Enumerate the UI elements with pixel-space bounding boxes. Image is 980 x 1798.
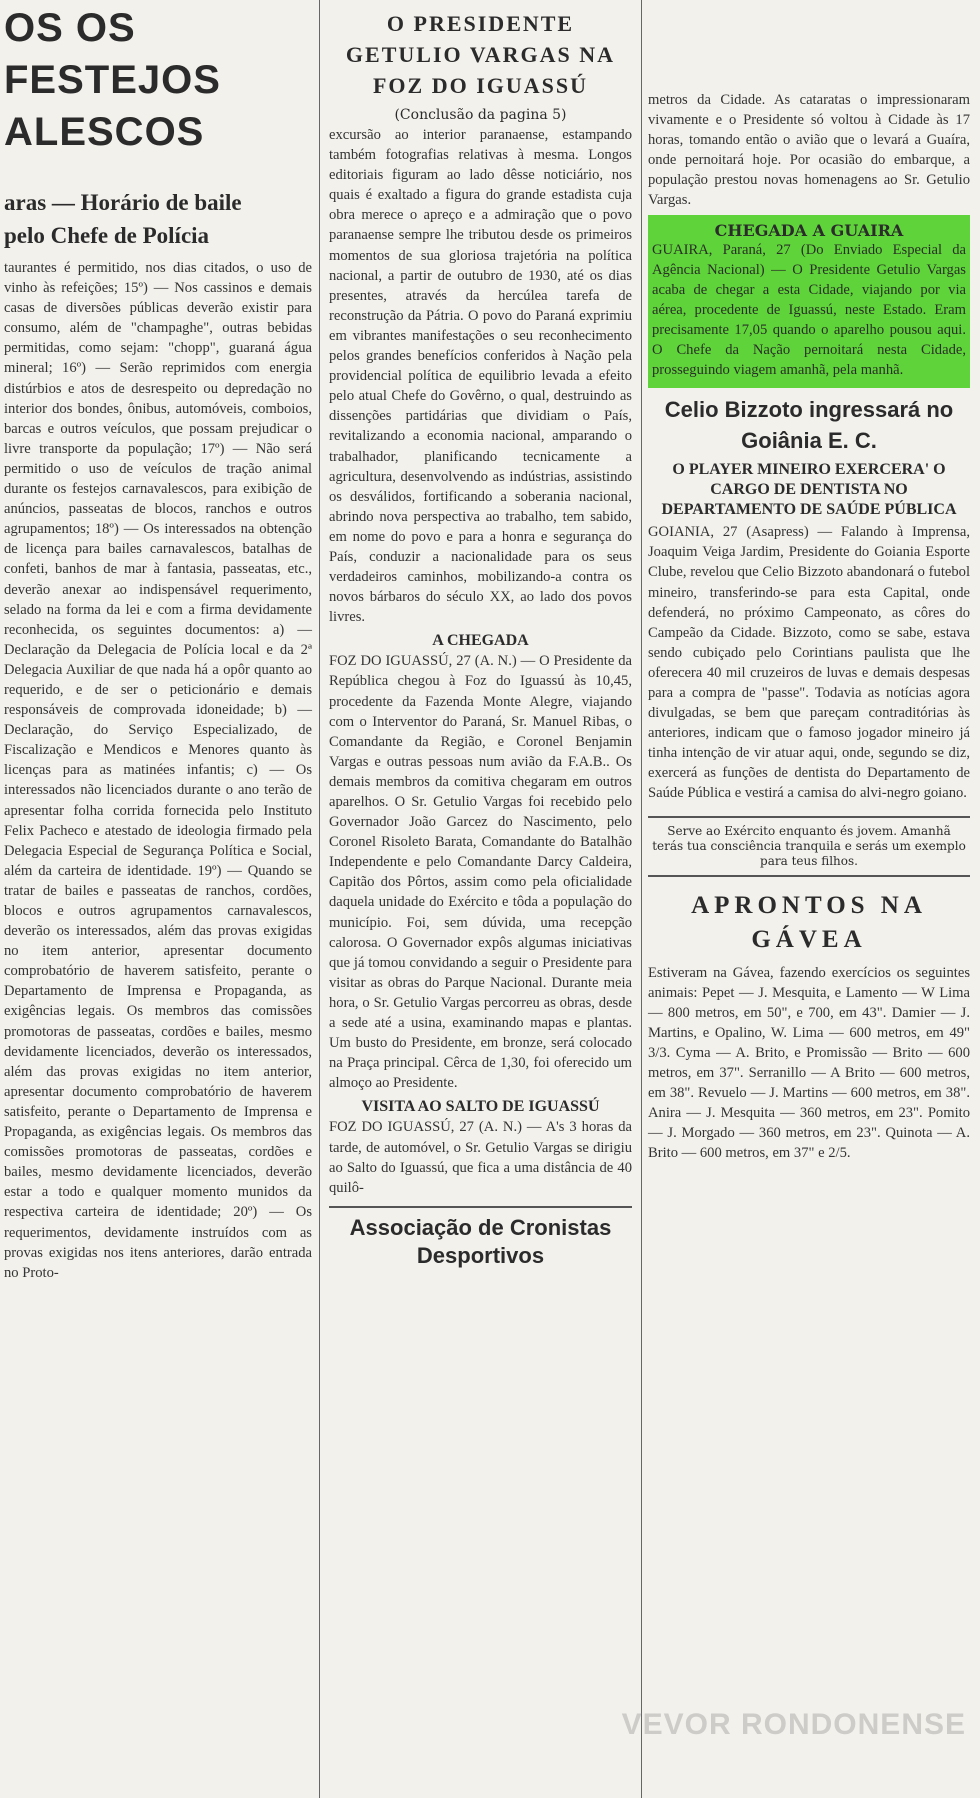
right-article-body-top: metros da Cidade. As cataratas o impressionaram vivamente e o Presidente só voltou à Cidade às 17 horas, tomando então o avião que o levará a Guaíra, onde pernoitará hoje. Por ocasião do embarque, a população prestou novas homenagens ao Sr. Getulio Vargas. [648,92,970,209]
middle-article-body-2: FOZ DO IGUASSÚ, 27 (A. N.) — O Presidente da República chegou à Foz do Iguassú às 10,45, procedente da Fazenda Monte Alegre, viajando com o Interventor do Paraná, Sr. Manuel Ribas, o Comandante da Região, e Coronel Benjamin Vargas e outras pessoas num avião da F.A.B.. Os demais membros da comitiva chegaram em outros aparelhos. O Sr. Getulio Vargas foi recebido pelo Governador João Garcez do Nascimento, pelo Coronel Risoleto Barata, Comandante do Batalhão Independente e pelo Comandante Darcy Caldeira, Capitão dos Pôrtos, assim como pela oficialidade daquela unidade do Exército e tôda a população do município. Foi, sem dúvida, uma recepção calorosa. O Governador expôs algumas iniciativas que já tomou convidando a seguir o Presidente para visitar as obras do Parque Nacional. Durante meia hora, o Sr. Getulio Vargas percorreu as obras, desde a sede até a usina, examinando mapas e plantas. Um busto do Presidente, em bronze, será colocado na Praça principal. Cêrca de 1,30, foi oferecido um almoço ao Presidente. [329,653,632,1092]
column-divider [319,0,320,1798]
middle-column [323,0,638,1798]
right-headline-bizzoto: Celio Bizzoto ingressará no Goiânia E. C. [664,397,954,454]
middle-subheading-arrival: A CHEGADA [432,632,529,650]
watermark: VEVOR RONDONENSE [621,1708,966,1741]
highlighted-box-title: CHEGADA A GUAIRA [714,220,904,240]
left-column [0,0,318,1798]
highlighted-box-body: GUAIRA, Paraná, 27 (Do Enviado Especial da Agência Nacional) — O Presidente Getulio Vargas acaba de chegar a esta Cidade, viajando por via aérea, procedente de Iguassú, neste Estado. Eram precisamente 17,05 quando o aparelho pousou aqui. O Chefe da Nação pernoitará nesta Cidade, prosseguindo viagem amanhã, pela manhã. [652,241,966,379]
right-column [644,0,974,1798]
right-article-body-aprontos: Estiveram na Gávea, fazendo exercícios os seguintes animais: Pepet — J. Mesquita, e Lamento — W Lima — 800 metros, em 50", e 700, em 43". Damier — J. Martins, e Opalino, W. Lima — 600 metros, em 49" 3/3. Cyma — A. Brito, e Promissão — Brito — 600 metros, em 37". Serranillo — A Brito — 600 metros, em 38". Revuelo — J. Martins — 600 metros, em 38". Anira — J. Mesquita — 360 metros, em 23". Pomito — J. Morgado — 360 metros, em 23". Quinota — A. Brito — 600 metros, em 37" e 2/5. [648,964,970,1162]
highlighted-box [648,215,970,389]
middle-headline: O PRESIDENTE GETULIO VARGAS NA FOZ DO IGUASSÚ [345,11,616,98]
right-subheadline-bizzoto: O PLAYER MINEIRO EXERCERA' O CARGO DE DENTISTA NO DEPARTAMENTO DE SAÚDE PÚBLICA [661,461,957,519]
column-divider [641,0,642,1798]
right-headline-aprontos: APRONTOS NA GÁVEA [691,891,927,953]
middle-article-body-1: excursão ao interior paranaense, estampando também fotografias relativas à mesma. Longos editoriais figuram ao lado dêsse noticiário, nos quais é exaltado a figura do grande estadista cuja obra merece o apreço e a admiração que o povo paranaense sempre lhe tributou desde os primeiros momentos de sua gloriosa trajetória na política nacional, a partir de outubro de 1930, até os dias presentes, através da hercúlea tarefa de reconstrução da Pátria. O povo do Paraná exprimiu em vibrantes manifestações o seu reconhecimento pelos grandes benefícios conferidos à Nação pela providencial política de equilibrio levada a efeito pelo atual Chefe do Govêrno, o qual, destruindo as dissenções partidárias que dividiam o País, revitalizando a economia nacional, amparando o trabalhador, planificando tecnicamente a agricultura, desenvolvendo as indústrias, assistindo os desválidos, fortificando a soberania nacional, abrindo nova perspectiva ao trabalho, tem sabido, em nome do povo e para a honra e segurança do País, conduzir a nacionalidade para os seus verdadeiros caminhos, mobilizando-a contra os novos bárbaros do século XX, ao lado dos povos livres. [329,127,632,626]
middle-bottom-headline: Associação de Cronistas Desportivos [329,1206,632,1270]
army-notice-box [648,816,970,877]
left-subheadline: aras — Horário de baile pelo Chefe de Polícia [4,190,242,248]
middle-subheading-visit: VISITA AO SALTO DE IGUASSÚ [361,1098,600,1116]
left-headline: OS OS FESTEJOS ALESCOS [4,6,221,154]
middle-article-body-3: FOZ DO IGUASSÚ, 27 (A. N.) — A's 3 horas da tarde, de automóvel, o Sr. Getulio Vargas se dirigiu ao Salto do Iguassú, que fica a uma distância de 40 quilô- [329,1119,632,1196]
left-article-body: taurantes é permitido, nos dias citados, o uso de vinho às refeições; 15º) — Nos cassinos e demais casas de diversões públicas deverão existir para consumo, além de "champaghe", outras bebidas permitidas, como sejam: "chopp", guaraná água mineral; 16º) — Serão reprimidos com energia distúrbios e atos de desrespeito ou depredação no interior dos bondes, ônibus, automóveis, comboios, barcas e outros veículos, que possam prejudicar o livre transporte da população; 17º) — Não será permitido o uso de veículos de tração animal durante os festejos carnavalescos, para exibição de anúncios, passeatas de blocos, ranchos e outros agrupamentos; 18º) — Os interessados na obtenção de licença para bailes carnavalescos, batalhas de confeti, banhos de mar à fantasia, passeatas, etc., deverão anexar ao indispensável requerimento, selado na forma da lei e com a firma devidamente reconhecida, os seguintes documentos: a) — Declaração da Delegacia de Polícia local e da 2ª Delegacia Auxiliar de que nada há a opôr quanto ao requerido, e de ser o peticionário e demais responsáveis de comprovada idoneidade; b) — Declaração, do Serviço Especializado, de Fiscalização e Mendicos e Menores quanto às licenças para as matinées infantis; c) — Os interessados não licenciados durante o ano terão de apresentar folha corrida fornecida pelo Instituto Felix Pacheco e atestado de ideologia firmado pela Delegacia Especial de Segurança Política e Social, além da carteira de identidade. 19º) — Quando se tratar de bailes e passeatas de ranchos, cordões, blocos e outros agrupamentos carnavalescos, deverão os interessados, além das provas exigidas no item anterior, apresentar documento comprobatório de haverem satisfeito, perante o Departamento de Imprensa e Propaganda, as exigências legais. Os membros das comissões promotoras de passeatas, cordões e bailes, mesmo devidamente licenciados, deverão os interessados, além das provas exigidas no item anterior, apresentar documento comprobatório de haverem satisfeito, perante o Departamento de Imprensa e Propaganda, as exigências legais. Os membros das comissões promotoras de passeatas, cordões e bailes, mesmo devidamente licenciados, deverão estar a todo e qualquer momento munidos da respectiva carteira de identidade; 20º) — Os requerimentos, devidamente instruídos com as provas exigidas nos itens anteriores, darão entrada no Proto- [4,260,312,1281]
army-notice-text: Serve ao Exército enquanto és jovem. Amanhã terás tua consciência tranquila e serás um exemplo para teus filhos. [652,823,966,868]
right-article-body-bizzoto: GOIANIA, 27 (Asapress) — Falando à Imprensa, Joaquim Veiga Jardim, Presidente do Goiania Esporte Clube, revelou que Celio Bizzoto abandonará o futebol mineiro, transferindo-se para esta Capital, onde defenderá, no próximo Campeonato, as côres do Campeão da Cidade. Bizzoto, como se sabe, estava sendo cubiçado pelo Corintians paulista que lhe oferecera 40 mil cruzeiros de luvas e demais despesas para a compra de "passe". Todavia as notícias agora divulgadas, se bem que pareçam contraditórias às anteriores, indicam que o famoso jogador mineiro já tinha intenção de vir atuar aqui, onde, segundo se diz, exercerá as funções de dentista do Departamento de Saúde Pública e vestirá a camisa do alvi-negro goiano. [648,524,970,802]
continuation-note: (Conclusão da pagina 5) [394,107,567,123]
